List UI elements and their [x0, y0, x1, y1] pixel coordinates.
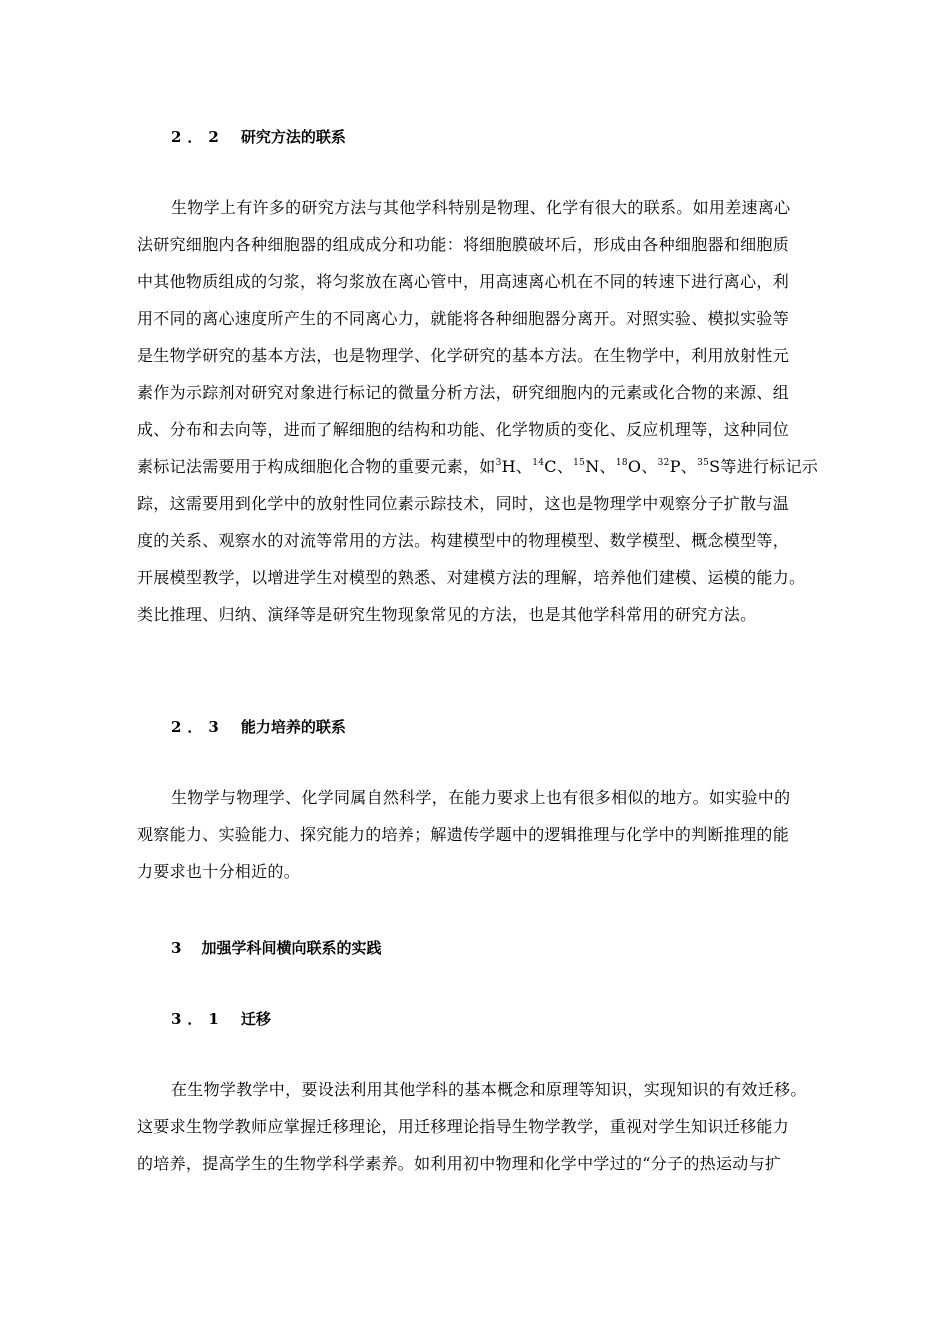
isotope [532, 457, 557, 476]
isotope-line-prefix: 素标记法需要用于构成细胞化合物的重要元素，如 [137, 457, 496, 476]
isotope-symbol: O [627, 457, 642, 476]
isotope-separator: 、 [680, 457, 698, 476]
paragraph-line: 这要求生物学教师应掌握迁移理论，用迁移理论指导生物学教学，重视对学生知识迁移能力 [137, 1117, 790, 1136]
section-title: 迁移 [240, 1010, 271, 1028]
isotope [496, 457, 516, 476]
isotope-symbol: S [709, 457, 721, 476]
section-heading-3 [171, 938, 381, 958]
section-heading-2-3 [171, 717, 346, 737]
section-heading-3-1 [171, 1009, 271, 1029]
isotope-symbol: C [544, 457, 557, 476]
paragraph-line: 在生物学教学中，要设法利用其他学科的基本概念和原理等知识，实现知识的有效迁移。 [171, 1080, 807, 1099]
isotope [658, 457, 681, 476]
isotope-mass: 14 [532, 458, 545, 468]
isotope-mass: 35 [697, 458, 710, 468]
isotope [697, 457, 720, 476]
section-number: 3 [171, 939, 182, 957]
isotope [573, 457, 599, 476]
paragraph-line: 生物学上有许多的研究方法与其他学科特别是物理、化学有很大的联系。如用差速离心 [171, 198, 791, 217]
paragraph-line: 观察能力、实验能力、探究能力的培养；解遗传学题中的逻辑推理与化学中的判断推理的能 [137, 825, 790, 844]
paragraph-line: 用不同的离心速度所产生的不同离心力，就能将各种细胞器分离开。对照实验、模拟实验等 [137, 309, 790, 328]
paragraph-line: 是生物学研究的基本方法，也是物理学、化学研究的基本方法。在生物学中，利用放射性元 [137, 346, 790, 365]
section-number: 2．3 [171, 718, 225, 736]
isotope-mass: 18 [615, 458, 628, 468]
paragraph-line: 素作为示踪剂对研究对象进行标记的微量分析方法，研究细胞内的元素或化合物的来源、组 [137, 383, 790, 402]
section-title: 能力培养的联系 [240, 718, 346, 736]
paragraph-line: 开展模型教学，以增进学生对模型的熟悉、对建模方法的理解，培养他们建模、运模的能力。 [137, 568, 806, 587]
paragraph-line: 度的关系、观察水的对流等常用的方法。构建模型中的物理模型、数学模型、概念模型等， [137, 531, 790, 550]
isotope-separator: 、 [556, 457, 574, 476]
paragraph-line: 生物学与物理学、化学同属自然科学，在能力要求上也有很多相似的地方。如实验中的 [171, 788, 791, 807]
isotope-mass: 3 [495, 458, 502, 468]
isotope-mass: 32 [657, 458, 670, 468]
isotope [616, 457, 641, 476]
paragraph-line: 踪，这需要用到化学中的放射性同位素示踪技术，同时，这也是物理学中观察分子扩散与温 [137, 494, 790, 513]
section-title: 研究方法的联系 [240, 128, 346, 146]
section-number: 3．1 [171, 1010, 225, 1028]
paragraph-line: 中其他物质组成的匀浆，将匀浆放在离心管中，用高速离心机在不同的转速下进行离心，利 [137, 272, 790, 291]
section-heading-2-2 [171, 127, 346, 147]
isotope-symbol: P [669, 457, 681, 476]
isotope-mass: 15 [573, 458, 586, 468]
paragraph-line: 成、分布和去向等，进而了解细胞的结构和功能、化学物质的变化、反应机理等，这种同位 [137, 420, 790, 439]
paragraph-line: 的培养，提高学生的生物学科学素养。如利用初中物理和化学中学过的“分子的热运动与扩 [137, 1154, 782, 1173]
section-title: 加强学科间横向联系的实践 [201, 939, 382, 957]
paragraph-line-isotopes [137, 457, 817, 477]
paragraph-line: 类比推理、归纳、演绎等是研究生物现象常见的方法，也是其他学科常用的研究方法。 [137, 605, 757, 624]
isotope-symbol: N [585, 457, 600, 476]
section-number: 2．2 [171, 128, 225, 146]
isotope-line-suffix: 等进行标记示 [720, 457, 819, 476]
paragraph-line: 力要求也十分相近的。 [137, 862, 301, 881]
isotope-separator: 、 [515, 457, 533, 476]
isotope-symbol: H [501, 457, 516, 476]
isotope-separator: 、 [641, 457, 658, 476]
isotope-separator: 、 [599, 457, 616, 476]
paragraph-line: 法研究细胞内各种细胞器的组成成分和功能：将细胞膜破坏后，形成由各种细胞器和细胞质 [137, 235, 790, 254]
